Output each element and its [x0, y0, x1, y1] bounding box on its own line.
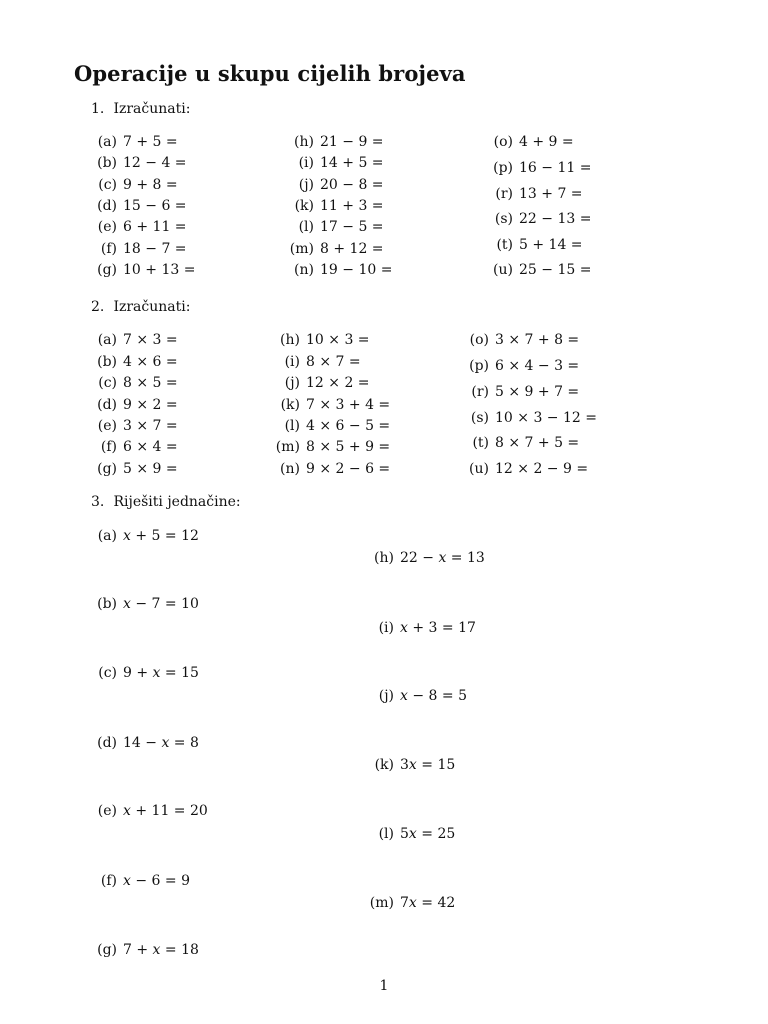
exercise-item [91, 353, 178, 371]
exercise-label: (a) [97, 134, 117, 150]
exercise-expression: 12 × 2 = [306, 375, 370, 391]
exercise-expression: x − 8 = 5 [400, 688, 467, 704]
exercise-label: (c) [98, 177, 117, 193]
exercise-expression: 10 × 3 − 12 = [495, 410, 597, 426]
exercise-item [91, 197, 187, 215]
exercise-expression: 25 − 15 = [519, 262, 592, 278]
exercise-label: (f) [100, 873, 117, 889]
exercise-expression: x + 3 = 17 [400, 620, 476, 636]
exercise-expression: 5 + 14 = [519, 237, 583, 253]
exercise-item [368, 894, 455, 912]
exercise-label: (g) [97, 262, 117, 278]
exercise-item [463, 383, 579, 401]
exercise-item [368, 619, 476, 637]
exercise-expression: 22 − 13 = [519, 211, 592, 227]
exercise-label: (l) [378, 826, 394, 842]
exercise-label: (i) [298, 155, 314, 171]
exercise-expression: 8 × 7 + 5 = [495, 435, 580, 451]
exercise-label: (o) [493, 134, 513, 150]
exercise-label: (h) [294, 134, 314, 150]
exercise-expression: 5 × 9 + 7 = [495, 384, 580, 400]
exercise-item [91, 240, 187, 258]
exercise-expression: 10 × 3 = [306, 332, 370, 348]
exercise-item [274, 374, 370, 392]
exercise-expression: 9 × 2 = [123, 397, 178, 413]
question-number: 1. [91, 101, 105, 117]
exercise-expression: 12 × 2 − 9 = [495, 461, 589, 477]
exercise-expression: x + 11 = 20 [123, 803, 208, 819]
exercise-item [288, 176, 384, 194]
exercise-expression: 8 × 5 = [123, 375, 178, 391]
exercise-expression: 10 + 13 = [123, 262, 196, 278]
exercise-expression: 18 − 7 = [123, 241, 187, 257]
question-text: Izračunati: [113, 299, 191, 315]
exercise-expression: 12 − 4 = [123, 155, 187, 171]
exercise-expression: 22 − x = 13 [400, 550, 485, 566]
exercise-expression: 3 × 7 = [123, 418, 178, 434]
exercise-item [91, 872, 190, 890]
question-text: Riješiti jednačine: [113, 494, 241, 510]
exercise-item [463, 434, 579, 452]
exercise-expression: 7 × 3 = [123, 332, 178, 348]
exercise-item [463, 460, 588, 478]
exercise-label: (g) [97, 461, 117, 477]
exercise-item [368, 825, 455, 843]
exercise-label: (f) [100, 241, 117, 257]
exercise-item [91, 133, 178, 151]
exercise-label: (l) [298, 219, 314, 235]
exercise-item [288, 218, 384, 236]
exercise-expression: 4 × 6 − 5 = [306, 418, 391, 434]
exercise-label: (e) [97, 219, 117, 235]
exercise-label: (k) [294, 198, 314, 214]
exercise-label: (i) [284, 354, 300, 370]
exercise-expression: 19 − 10 = [320, 262, 393, 278]
question-text: Izračunati: [113, 101, 191, 117]
exercise-label: (r) [471, 384, 489, 400]
exercise-expression: x + 5 = 12 [123, 528, 199, 544]
page-number: 1 [379, 978, 389, 994]
exercise-item [288, 197, 384, 215]
exercise-label: (a) [97, 332, 117, 348]
exercise-label: (s) [470, 410, 489, 426]
exercise-label: (s) [494, 211, 513, 227]
exercise-label: (p) [493, 160, 513, 176]
exercise-item [91, 438, 178, 456]
exercise-label: (b) [97, 354, 117, 370]
exercise-expression: 5x = 25 [400, 826, 456, 842]
exercise-item [91, 664, 199, 682]
exercise-expression: 14 + 5 = [320, 155, 384, 171]
exercise-expression: x − 7 = 10 [123, 596, 199, 612]
exercise-item [91, 417, 178, 435]
exercise-expression: 4 × 6 = [123, 354, 178, 370]
exercise-label: (j) [284, 375, 300, 391]
question-number: 2. [91, 299, 105, 315]
exercise-item [91, 396, 178, 414]
exercise-item [487, 133, 574, 151]
exercise-label: (i) [378, 620, 394, 636]
exercise-item [487, 159, 591, 177]
exercise-label: (k) [280, 397, 300, 413]
exercise-item [368, 687, 467, 705]
exercise-expression: 7x = 42 [400, 895, 456, 911]
exercise-item [91, 460, 178, 478]
exercise-item [368, 756, 455, 774]
exercise-expression: 9 + x = 15 [123, 665, 199, 681]
exercise-expression: 7 × 3 + 4 = [306, 397, 391, 413]
exercise-expression: 7 + 5 = [123, 134, 178, 150]
exercise-label: (h) [280, 332, 300, 348]
exercise-item [487, 210, 591, 228]
exercise-label: (d) [97, 198, 117, 214]
exercise-expression: 21 − 9 = [320, 134, 384, 150]
exercise-item [288, 154, 384, 172]
question-number: 3. [91, 494, 105, 510]
exercise-item [288, 133, 384, 151]
exercise-label: (c) [98, 375, 117, 391]
exercise-item [91, 734, 199, 752]
exercise-label: (e) [97, 418, 117, 434]
exercise-item [91, 218, 187, 236]
exercise-item [91, 154, 187, 172]
exercise-item [274, 331, 370, 349]
exercise-item [463, 409, 597, 427]
question-3-heading [91, 494, 241, 510]
exercise-item [91, 595, 199, 613]
question-2-heading [91, 299, 190, 315]
exercise-item [463, 357, 579, 375]
exercise-item [463, 331, 579, 349]
exercise-expression: 7 + x = 18 [123, 942, 199, 958]
exercise-expression: 11 + 3 = [320, 198, 384, 214]
exercise-label: (g) [97, 942, 117, 958]
exercise-label: (b) [97, 155, 117, 171]
exercise-expression: 17 − 5 = [320, 219, 384, 235]
exercise-expression: 4 + 9 = [519, 134, 574, 150]
exercise-expression: 8 × 5 + 9 = [306, 439, 391, 455]
page-title: Operacije u skupu cijelih brojeva [74, 61, 466, 86]
exercise-label: (u) [469, 461, 489, 477]
exercise-expression: 13 + 7 = [519, 186, 583, 202]
exercise-label: (p) [469, 358, 489, 374]
exercise-label: (j) [378, 688, 394, 704]
exercise-item [91, 802, 208, 820]
exercise-expression: 6 × 4 = [123, 439, 178, 455]
exercise-item [487, 185, 583, 203]
exercise-label: (u) [493, 262, 513, 278]
exercise-label: (d) [97, 397, 117, 413]
exercise-expression: 6 × 4 − 3 = [495, 358, 580, 374]
exercise-label: (f) [100, 439, 117, 455]
exercise-expression: 16 − 11 = [519, 160, 592, 176]
exercise-expression: 3x = 15 [400, 757, 456, 773]
exercise-item [91, 176, 178, 194]
exercise-label: (r) [495, 186, 513, 202]
exercise-item [288, 240, 384, 258]
exercise-item [487, 236, 583, 254]
exercise-item [274, 460, 390, 478]
exercise-label: (a) [97, 528, 117, 544]
exercise-expression: 3 × 7 + 8 = [495, 332, 580, 348]
exercise-item [91, 941, 199, 959]
exercise-label: (t) [472, 435, 489, 451]
exercise-expression: 9 × 2 − 6 = [306, 461, 391, 477]
exercise-item [91, 527, 199, 545]
exercise-item [487, 261, 591, 279]
exercise-label: (n) [280, 461, 300, 477]
exercise-item [274, 396, 390, 414]
exercise-expression: 15 − 6 = [123, 198, 187, 214]
exercise-item [91, 331, 178, 349]
exercise-expression: 5 × 9 = [123, 461, 178, 477]
exercise-item [368, 549, 485, 567]
exercise-label: (j) [298, 177, 314, 193]
question-1-heading [91, 101, 190, 117]
exercise-label: (o) [469, 332, 489, 348]
exercise-label: (l) [284, 418, 300, 434]
exercise-expression: 14 − x = 8 [123, 735, 199, 751]
exercise-expression: x − 6 = 9 [123, 873, 190, 889]
exercise-item [91, 261, 195, 279]
exercise-item [288, 261, 392, 279]
exercise-label: (m) [369, 895, 394, 911]
exercise-expression: 20 − 8 = [320, 177, 384, 193]
exercise-label: (e) [97, 803, 117, 819]
exercise-item [91, 374, 178, 392]
exercise-label: (m) [289, 241, 314, 257]
exercise-label: (h) [374, 550, 394, 566]
exercise-label: (d) [97, 735, 117, 751]
exercise-label: (k) [374, 757, 394, 773]
exercise-expression: 6 + 11 = [123, 219, 187, 235]
exercise-item [274, 417, 390, 435]
exercise-expression: 8 + 12 = [320, 241, 384, 257]
exercise-expression: 8 × 7 = [306, 354, 361, 370]
exercise-expression: 9 + 8 = [123, 177, 178, 193]
exercise-label: (n) [294, 262, 314, 278]
exercise-label: (m) [275, 439, 300, 455]
exercise-item [274, 353, 361, 371]
exercise-item [274, 438, 390, 456]
exercise-label: (c) [98, 665, 117, 681]
exercise-label: (b) [97, 596, 117, 612]
exercise-label: (t) [496, 237, 513, 253]
